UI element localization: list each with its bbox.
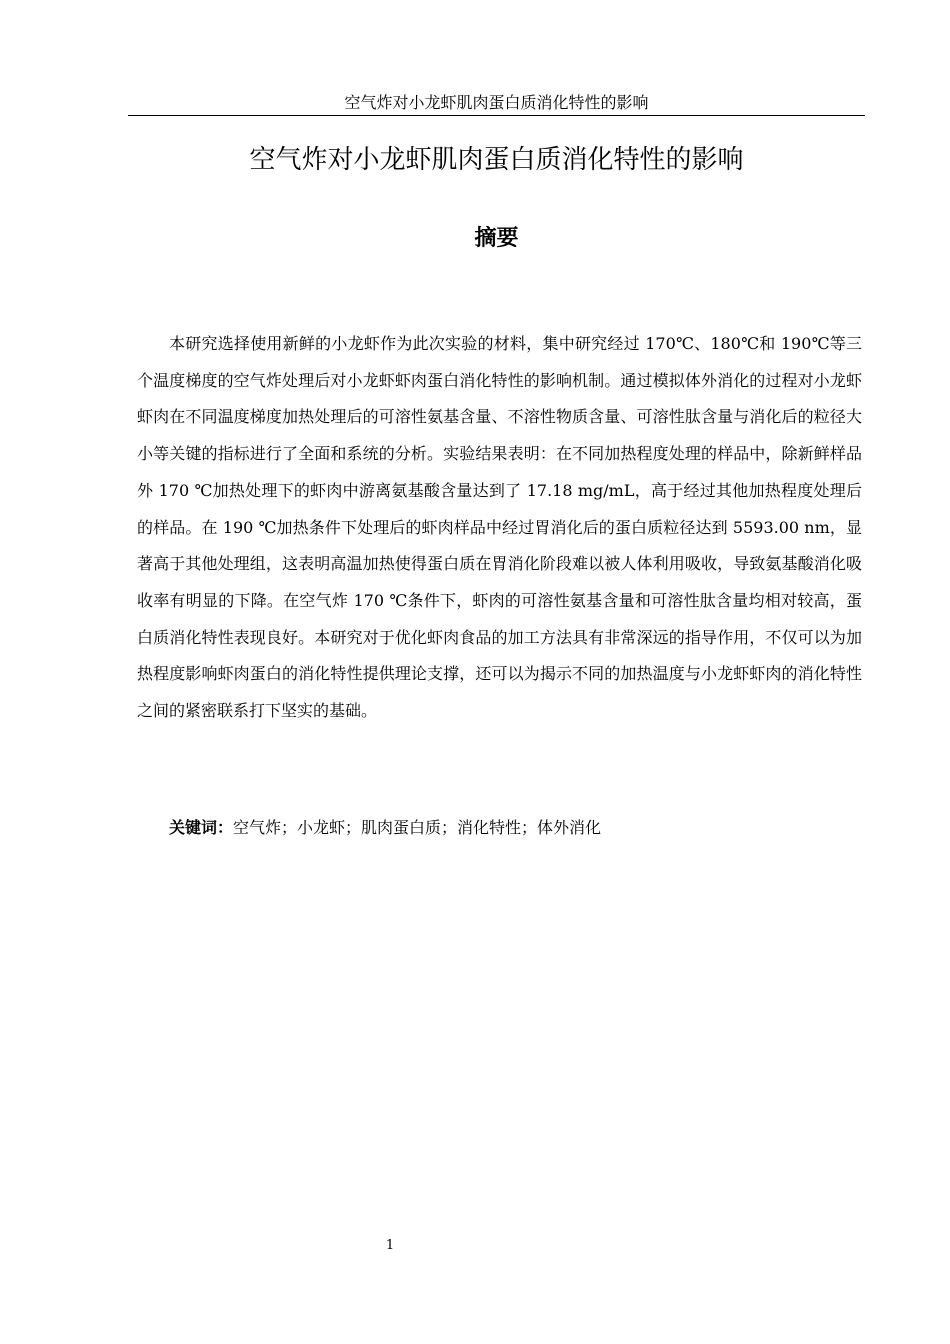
page-number: 1 [385,1238,395,1253]
abstract-heading: 摘要 [474,226,519,251]
keywords-line [137,810,862,846]
keywords-label: 关键词： [169,818,234,837]
keywords-text: 空气炸；小龙虾；肌肉蛋白质；消化特性；体外消化 [233,818,602,837]
running-header: 空气炸对小龙虾肌肉蛋白质消化特性的影响 [344,93,649,112]
document-title: 空气炸对小龙虾肌肉蛋白质消化特性的影响 [249,145,744,175]
abstract-body: 本研究选择使用新鲜的小龙虾作为此次实验的材料，集中研究经过 170℃、180℃和 190℃等三个温度梯度的空气炸处理后对小龙虾虾肉蛋白消化特性的影响机制。通过模拟体外消化的过程对小龙虾虾肉在不同温度梯度加热处理后的可溶性氨基含量、不溶性物质含量、可溶性肽含量与消化后的粒径大小等关键的指标进行了全面和系统的分析。实验结果表明：在不同加热程度处理的样品中，除新鲜样品外 170 ℃加热处理下的虾肉中游离氨基酸含量达到了 17.18 mg/mL，高于经过其他加热程度处理后的样品。在 190 ℃加热条件下处理后的虾肉样品中经过胃消化后的蛋白质粒径达到 5593.00 nm，显著高于其他处理组，这表明高温加热使得蛋白质在胃消化阶段难以被人体利用吸收，导致氨基酸消化吸收率有明显的下降。在空气炸 170 ℃条件下，虾肉的可溶性氨基含量和可溶性肽含量均相对较高，蛋白质消化特性表现良好。本研究对于优化虾肉食品的加工方法具有非常深远的指导作用，不仅可以为加热程度影响虾肉蛋白的消化特性提供理论支撑，还可以为揭示不同的加热温度与小龙虾虾肉的消化特性之间的紧密联系打下坚实的基础。 [137,334,862,721]
header-divider [128,115,865,116]
